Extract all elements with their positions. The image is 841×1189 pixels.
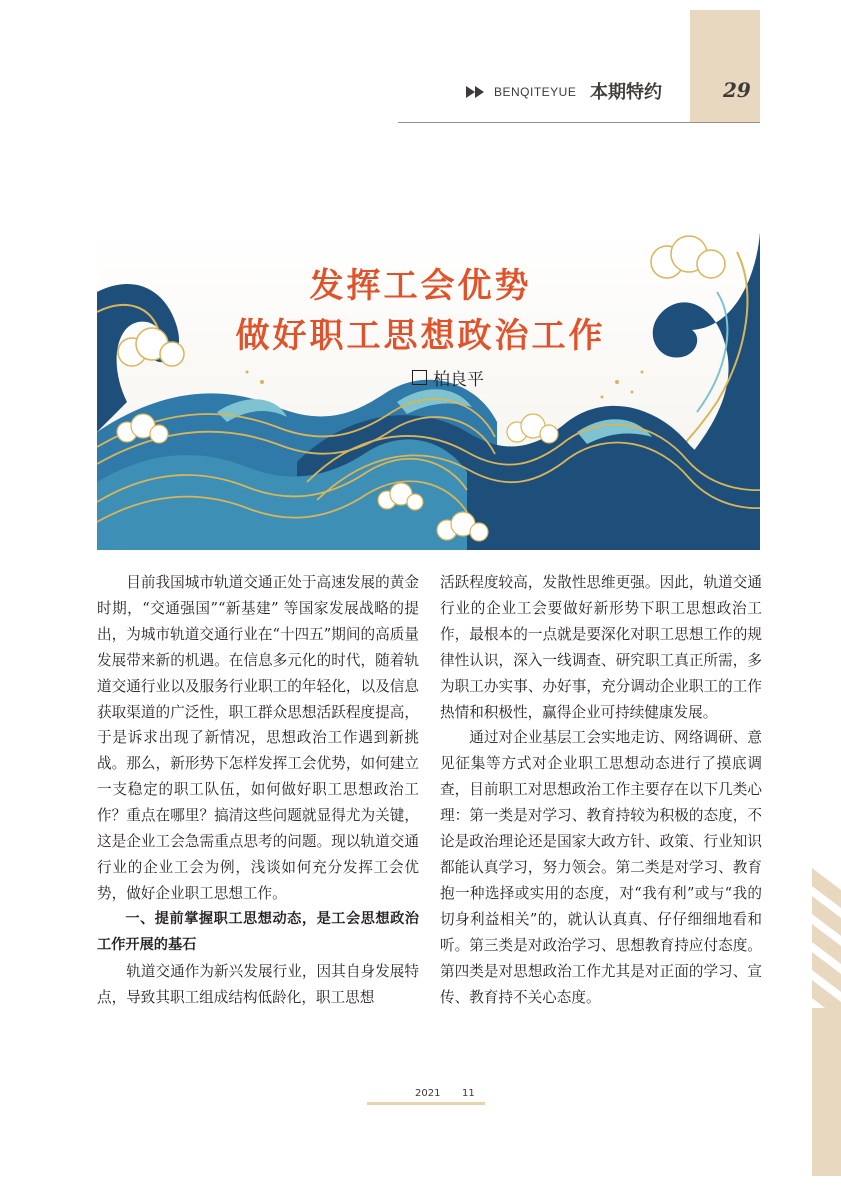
footer-issue: 11 — [462, 1088, 475, 1099]
footer-rule — [367, 1102, 485, 1105]
paragraph: 目前我国城市轨道交通正处于高速发展的黄金时期，“交通强国”“新基建” 等国家发展战略的提出，为城市轨道交通行业在“十四五”期间的高质量发展带来新的机遇。在信息多元化的时代，随着轨道交通行业以及服务行业职工的年轻化，以及信息获取渠道的广泛性，职工群众思想活跃程度提高，于是诉求出现了新情况，思想政治工作遇到新挑战。那么，新形势下怎样发挥工会优势，如何建立一支稳定的职工队伍，如何做好职工思想政治工作？重点在哪里？搞清这些问题就显得尤为关键，这是企业工会急需重点思考的问题。现以轨道交通行业的企业工会为例，浅谈如何充分发挥工会优势，做好企业职工思想工作。 — [97, 574, 419, 902]
article-title-line-1: 发挥工会优势 — [309, 266, 532, 306]
double-arrow-icon — [466, 86, 484, 98]
author-box-icon — [412, 370, 427, 385]
article-title-line-2: 做好职工思想政治工作 — [235, 316, 606, 356]
footer-year: 2021 — [415, 1088, 441, 1099]
header-divider — [398, 122, 760, 123]
right-column — [440, 570, 762, 1010]
paragraph: 轨道交通作为新兴发展行业，因其自身发展特点，导致其职工组成结构低龄化，职工思想 — [97, 962, 419, 1006]
header-color-block — [690, 10, 760, 123]
left-column — [97, 570, 419, 1010]
byline — [412, 365, 484, 390]
section-heading: 一、提前掌握职工思想动态，是工会思想政治工作开展的基石 — [97, 910, 419, 953]
paragraph: 通过对企业基层工会实地走访、网络调研、意见征集等方式对企业职工思想动态进行了摸底调查，目前职工对思想政治工作主要存在以下几类心理：第一类是对学习、教育持较为积极的态度，不论是政治理论还是国家大政方针、政策、行业知识都能认真学习，努力领会。第二类是对学习、教育抱一种选择或实用的态度，对“我有利”或与“我的切身利益相关”的，就认认真真、仔仔细细地看和听。第三类是对政治学习、思想教育持应付态度。第四类是对思想政治工作尤其是对正面的学习、宣传、教育持不关心态度。 — [440, 729, 762, 1006]
section-name-cn: 本期特约 — [590, 82, 662, 103]
author-name: 柏良平 — [433, 370, 484, 390]
paragraph: 活跃程度较高，发散性思维更强。因此，轨道交通行业的企业工会要做好新形势下职工思想政治工作，最根本的一点就是要深化对职工思想工作的规律性认识，深入一线调查、研究职工真正所需，多为职工办实事、办好事，充分调动企业职工的工作热情和积极性，赢得企业可持续健康发展。 — [440, 574, 762, 721]
section-name-en: BENQITEYUE — [494, 85, 577, 99]
page-number: 29 — [723, 78, 751, 102]
decorative-stripes — [812, 868, 841, 1176]
